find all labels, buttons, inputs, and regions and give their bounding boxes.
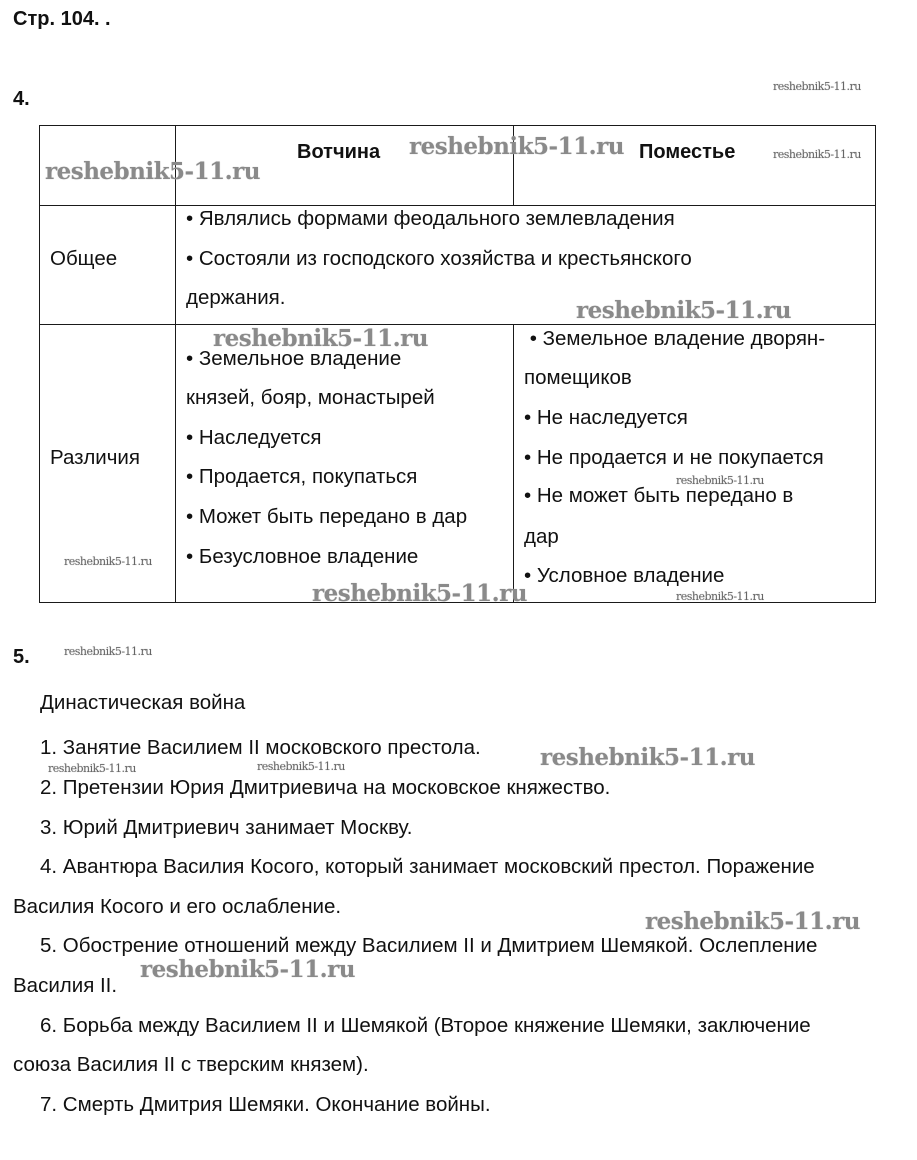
watermark: reshebnik5-11.ru <box>773 80 861 93</box>
table-border-right <box>875 125 876 603</box>
votchina-line: князей, бояр, монастырей <box>186 386 435 409</box>
watermark: reshebnik5-11.ru <box>140 956 355 983</box>
list-item-continued: Василия II. <box>13 974 118 997</box>
votchina-line: • Может быть передано в дар <box>186 505 468 528</box>
watermark: reshebnik5-11.ru <box>312 580 527 607</box>
pomestye-line: дар <box>524 525 559 548</box>
table-col-divider <box>513 324 514 603</box>
task-5-number: 5. <box>13 646 30 668</box>
row-label-differences: Различия <box>50 446 140 469</box>
watermark: reshebnik5-11.ru <box>576 297 791 324</box>
table-col-divider <box>175 125 176 603</box>
list-item-continued: союза Василия II с тверским князем). <box>13 1053 369 1076</box>
row-label-common: Общее <box>50 247 118 270</box>
watermark: reshebnik5-11.ru <box>64 555 152 568</box>
watermark: reshebnik5-11.ru <box>257 760 345 773</box>
watermark: reshebnik5-11.ru <box>773 148 861 161</box>
watermark: reshebnik5-11.ru <box>45 158 260 185</box>
pomestye-line: помещиков <box>524 366 632 389</box>
list-item-continued: Василия Косого и его ослабление. <box>13 895 342 918</box>
votchina-line: • Продается, покупаться <box>186 465 418 488</box>
votchina-line: • Безусловное владение <box>186 545 419 568</box>
list-item: 2. Претензии Юрия Дмитриевича на московское княжество. <box>40 776 611 799</box>
watermark: reshebnik5-11.ru <box>676 474 764 487</box>
watermark: reshebnik5-11.ru <box>676 590 764 603</box>
pomestye-line: • Условное владение <box>524 564 725 587</box>
list-item: 3. Юрий Дмитриевич занимает Москву. <box>40 816 413 839</box>
votchina-line: • Земельное владение <box>186 347 402 370</box>
list-item: 4. Авантюра Василия Косого, который занимает московский престол. Поражение <box>40 855 815 878</box>
list-item: 7. Смерть Дмитрия Шемяки. Окончание войны. <box>40 1093 491 1116</box>
header-votchina: Вотчина <box>297 141 381 163</box>
votchina-line: • Наследуется <box>186 426 322 449</box>
pomestye-line: • Не наследуется <box>524 406 688 429</box>
task-5-title: Династическая война <box>40 691 246 714</box>
watermark: reshebnik5-11.ru <box>645 908 860 935</box>
table-border-left <box>39 125 40 603</box>
common-line: держания. <box>186 286 286 309</box>
pomestye-line: • Земельное владение дворян- <box>524 327 826 350</box>
pomestye-line: • Не может быть передано в <box>524 484 794 507</box>
page-label: Стр. 104. . <box>13 8 111 30</box>
watermark: reshebnik5-11.ru <box>213 325 428 352</box>
header-pomestye: Поместье <box>639 141 736 163</box>
list-item: 1. Занятие Василием II московского престола. <box>40 736 481 759</box>
list-item: 6. Борьба между Василием II и Шемякой (Второе княжение Шемяки, заключение <box>40 1014 811 1037</box>
task-4-number: 4. <box>13 88 30 110</box>
watermark: reshebnik5-11.ru <box>409 133 624 160</box>
common-line: • Состояли из господского хозяйства и крестьянского <box>186 247 692 270</box>
watermark: reshebnik5-11.ru <box>48 762 136 775</box>
common-line: • Являлись формами феодального землевладения <box>186 207 675 230</box>
watermark: reshebnik5-11.ru <box>540 744 755 771</box>
watermark: reshebnik5-11.ru <box>64 645 152 658</box>
table-border-top <box>39 125 876 126</box>
pomestye-line: • Не продается и не покупается <box>524 446 824 469</box>
list-item: 5. Обострение отношений между Василием II и Дмитрием Шемякой. Ослепление <box>40 934 818 957</box>
